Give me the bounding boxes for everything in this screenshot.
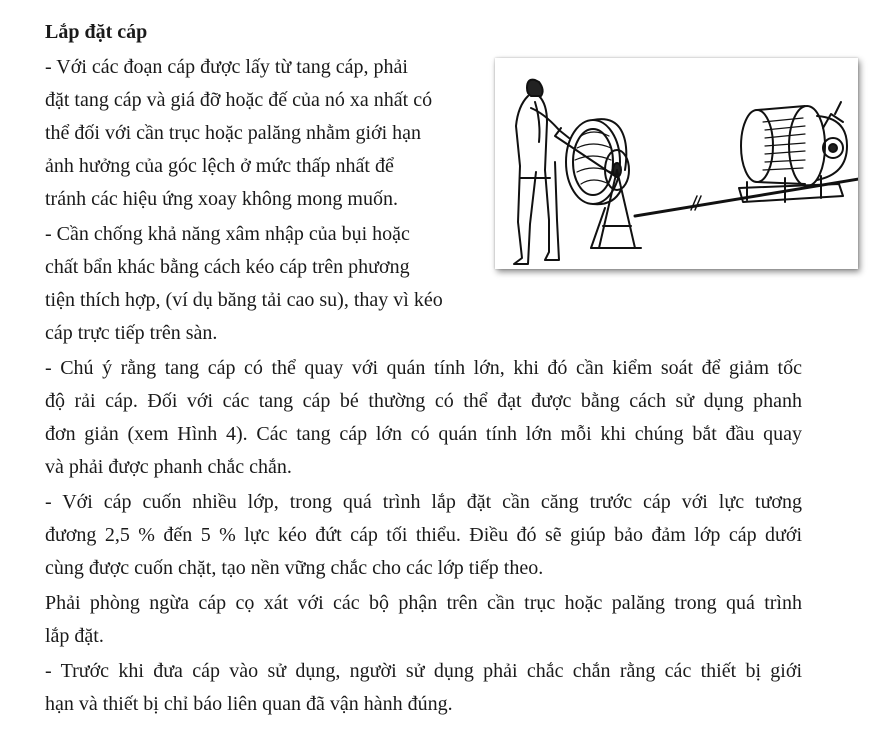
cable-installation-figure <box>495 58 858 269</box>
winch-drum <box>739 102 847 202</box>
paragraph-line: hạn và thiết bị chỉ báo liên quan đã vận hành đúng. <box>45 693 453 715</box>
paragraph-line: lắp đặt. <box>45 625 104 647</box>
paragraph-line: tránh các hiệu ứng xoay không mong muốn. <box>45 188 398 210</box>
paragraph-line: độ rải cáp. Đối với các tang cáp bé thường có thể đạt được bằng cách sử dụng phanh <box>45 390 802 412</box>
paragraph-line: cùng được cuốn chặt, tạo nền vững chắc cho các lớp tiếp theo. <box>45 557 544 579</box>
paragraph-line: Phải phòng ngừa cáp cọ xát với các bộ phận trên cần trục hoặc palăng trong quá trình <box>45 592 802 614</box>
paragraph-line: thể đối với cần trục hoặc palăng nhằm giới hạn <box>45 122 422 144</box>
section-heading: Lắp đặt cáp <box>45 21 148 43</box>
cable-drum <box>566 119 641 248</box>
paragraph-line: đơn giản (xem Hình 4). Các tang cáp lớn có quán tính lớn mỗi khi chúng bắt đầu quay <box>45 423 802 445</box>
paragraph-line: cáp trực tiếp trên sàn. <box>45 322 218 344</box>
cable-drum-winch-drawing <box>495 58 858 269</box>
paragraph-line: đặt tang cáp và giá đỡ hoặc đế của nó xa nhất có <box>45 89 433 111</box>
paragraph-line: - Cần chống khả năng xâm nhập của bụi hoặc <box>45 223 410 245</box>
paragraph-line: chất bẩn khác bằng cách kéo cáp trên phương <box>45 256 410 278</box>
paragraph-line: - Với cáp cuốn nhiều lớp, trong quá trình lắp đặt cần căng trước cáp với lực tương <box>45 491 802 513</box>
paragraph-line: - Chú ý rằng tang cáp có thể quay với quán tính lớn, khi đó cần kiểm soát để giảm tốc <box>45 357 802 379</box>
paragraph-line: - Với các đoạn cáp được lấy từ tang cáp, phải <box>45 56 408 78</box>
paragraph-line: ảnh hưởng của góc lệch ở mức thấp nhất để <box>45 155 394 177</box>
paragraph-line: - Trước khi đưa cáp vào sử dụng, người sử dụng phải chắc chắn rằng các thiết bị giới <box>45 660 802 682</box>
paragraph-line: đương 2,5 % đến 5 % lực kéo đứt cáp tối thiểu. Điều đó sẽ giúp bảo đảm lớp cáp dưới <box>45 524 802 546</box>
worker-figure <box>514 80 569 264</box>
paragraph-line: và phải được phanh chắc chắn. <box>45 456 292 478</box>
paragraph-line: tiện thích hợp, (ví dụ băng tải cao su), thay vì kéo <box>45 289 443 311</box>
